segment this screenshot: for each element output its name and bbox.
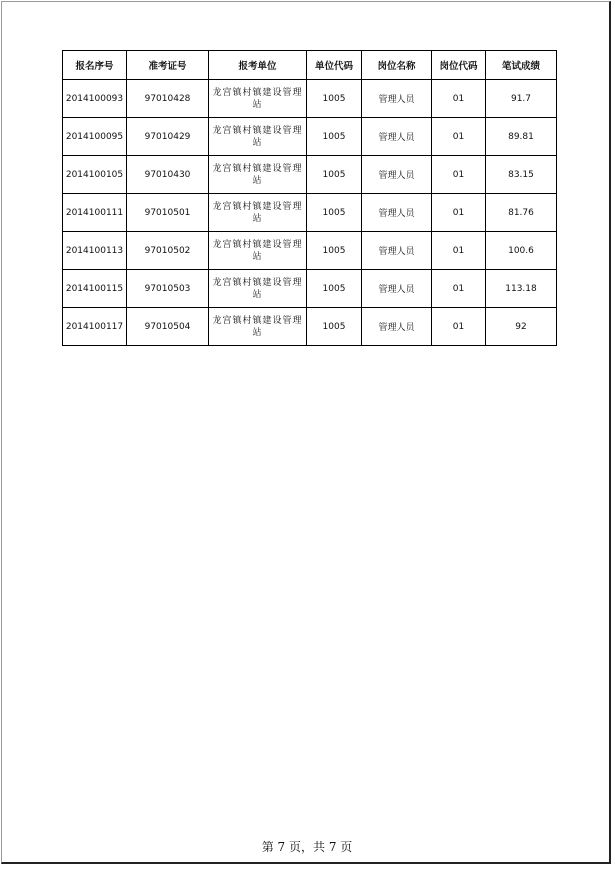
admission-ticket: 97010430: [127, 156, 209, 194]
table-row: [63, 80, 557, 118]
written-score: 83.15: [486, 156, 557, 194]
registration-number: 2014100095: [63, 118, 127, 156]
position-code: 01: [432, 194, 486, 232]
unit-code: 1005: [307, 80, 362, 118]
written-score: 89.81: [486, 118, 557, 156]
scores-table: [62, 50, 557, 346]
header-registration-number: 报名序号: [63, 51, 127, 80]
table-row: [63, 308, 557, 346]
position-name: 管理人员: [362, 156, 432, 194]
admission-ticket: 97010429: [127, 118, 209, 156]
applied-unit: 龙宫镇村镇建设管理站: [209, 194, 307, 232]
written-score: 92: [486, 308, 557, 346]
applied-unit: 龙宫镇村镇建设管理站: [209, 270, 307, 308]
table-row: [63, 270, 557, 308]
applied-unit: 龙宫镇村镇建设管理站: [209, 308, 307, 346]
registration-number: 2014100093: [63, 80, 127, 118]
header-admission-ticket: 准考证号: [127, 51, 209, 80]
admission-ticket: 97010504: [127, 308, 209, 346]
table-row: [63, 232, 557, 270]
header-position-code: 岗位代码: [432, 51, 486, 80]
header-applied-unit: 报考单位: [209, 51, 307, 80]
applied-unit: 龙宫镇村镇建设管理站: [209, 118, 307, 156]
applied-unit: 龙宫镇村镇建设管理站: [209, 80, 307, 118]
written-score: 91.7: [486, 80, 557, 118]
document-page: [1, 1, 611, 864]
admission-ticket: 97010501: [127, 194, 209, 232]
position-code: 01: [432, 232, 486, 270]
table-row: [63, 118, 557, 156]
position-code: 01: [432, 118, 486, 156]
admission-ticket: 97010428: [127, 80, 209, 118]
position-name: 管理人员: [362, 308, 432, 346]
position-code: 01: [432, 80, 486, 118]
written-score: 113.18: [486, 270, 557, 308]
position-name: 管理人员: [362, 80, 432, 118]
registration-number: 2014100113: [63, 232, 127, 270]
header-position-name: 岗位名称: [362, 51, 432, 80]
unit-code: 1005: [307, 308, 362, 346]
applied-unit: 龙宫镇村镇建设管理站: [209, 156, 307, 194]
applied-unit: 龙宫镇村镇建设管理站: [209, 232, 307, 270]
written-score: 81.76: [486, 194, 557, 232]
registration-number: 2014100111: [63, 194, 127, 232]
position-code: 01: [432, 270, 486, 308]
unit-code: 1005: [307, 270, 362, 308]
position-name: 管理人员: [362, 118, 432, 156]
table-header-row: [63, 51, 557, 80]
written-score: 100.6: [486, 232, 557, 270]
position-name: 管理人员: [362, 232, 432, 270]
position-name: 管理人员: [362, 270, 432, 308]
registration-number: 2014100105: [63, 156, 127, 194]
registration-number: 2014100117: [63, 308, 127, 346]
unit-code: 1005: [307, 156, 362, 194]
position-name: 管理人员: [362, 194, 432, 232]
registration-number: 2014100115: [63, 270, 127, 308]
admission-ticket: 97010503: [127, 270, 209, 308]
header-unit-code: 单位代码: [307, 51, 362, 80]
position-code: 01: [432, 308, 486, 346]
unit-code: 1005: [307, 232, 362, 270]
table-row: [63, 156, 557, 194]
admission-ticket: 97010502: [127, 232, 209, 270]
position-code: 01: [432, 156, 486, 194]
page-footer: 第 7 页，共 7 页: [261, 840, 353, 854]
unit-code: 1005: [307, 194, 362, 232]
header-written-score: 笔试成绩: [486, 51, 557, 80]
table-row: [63, 194, 557, 232]
unit-code: 1005: [307, 118, 362, 156]
